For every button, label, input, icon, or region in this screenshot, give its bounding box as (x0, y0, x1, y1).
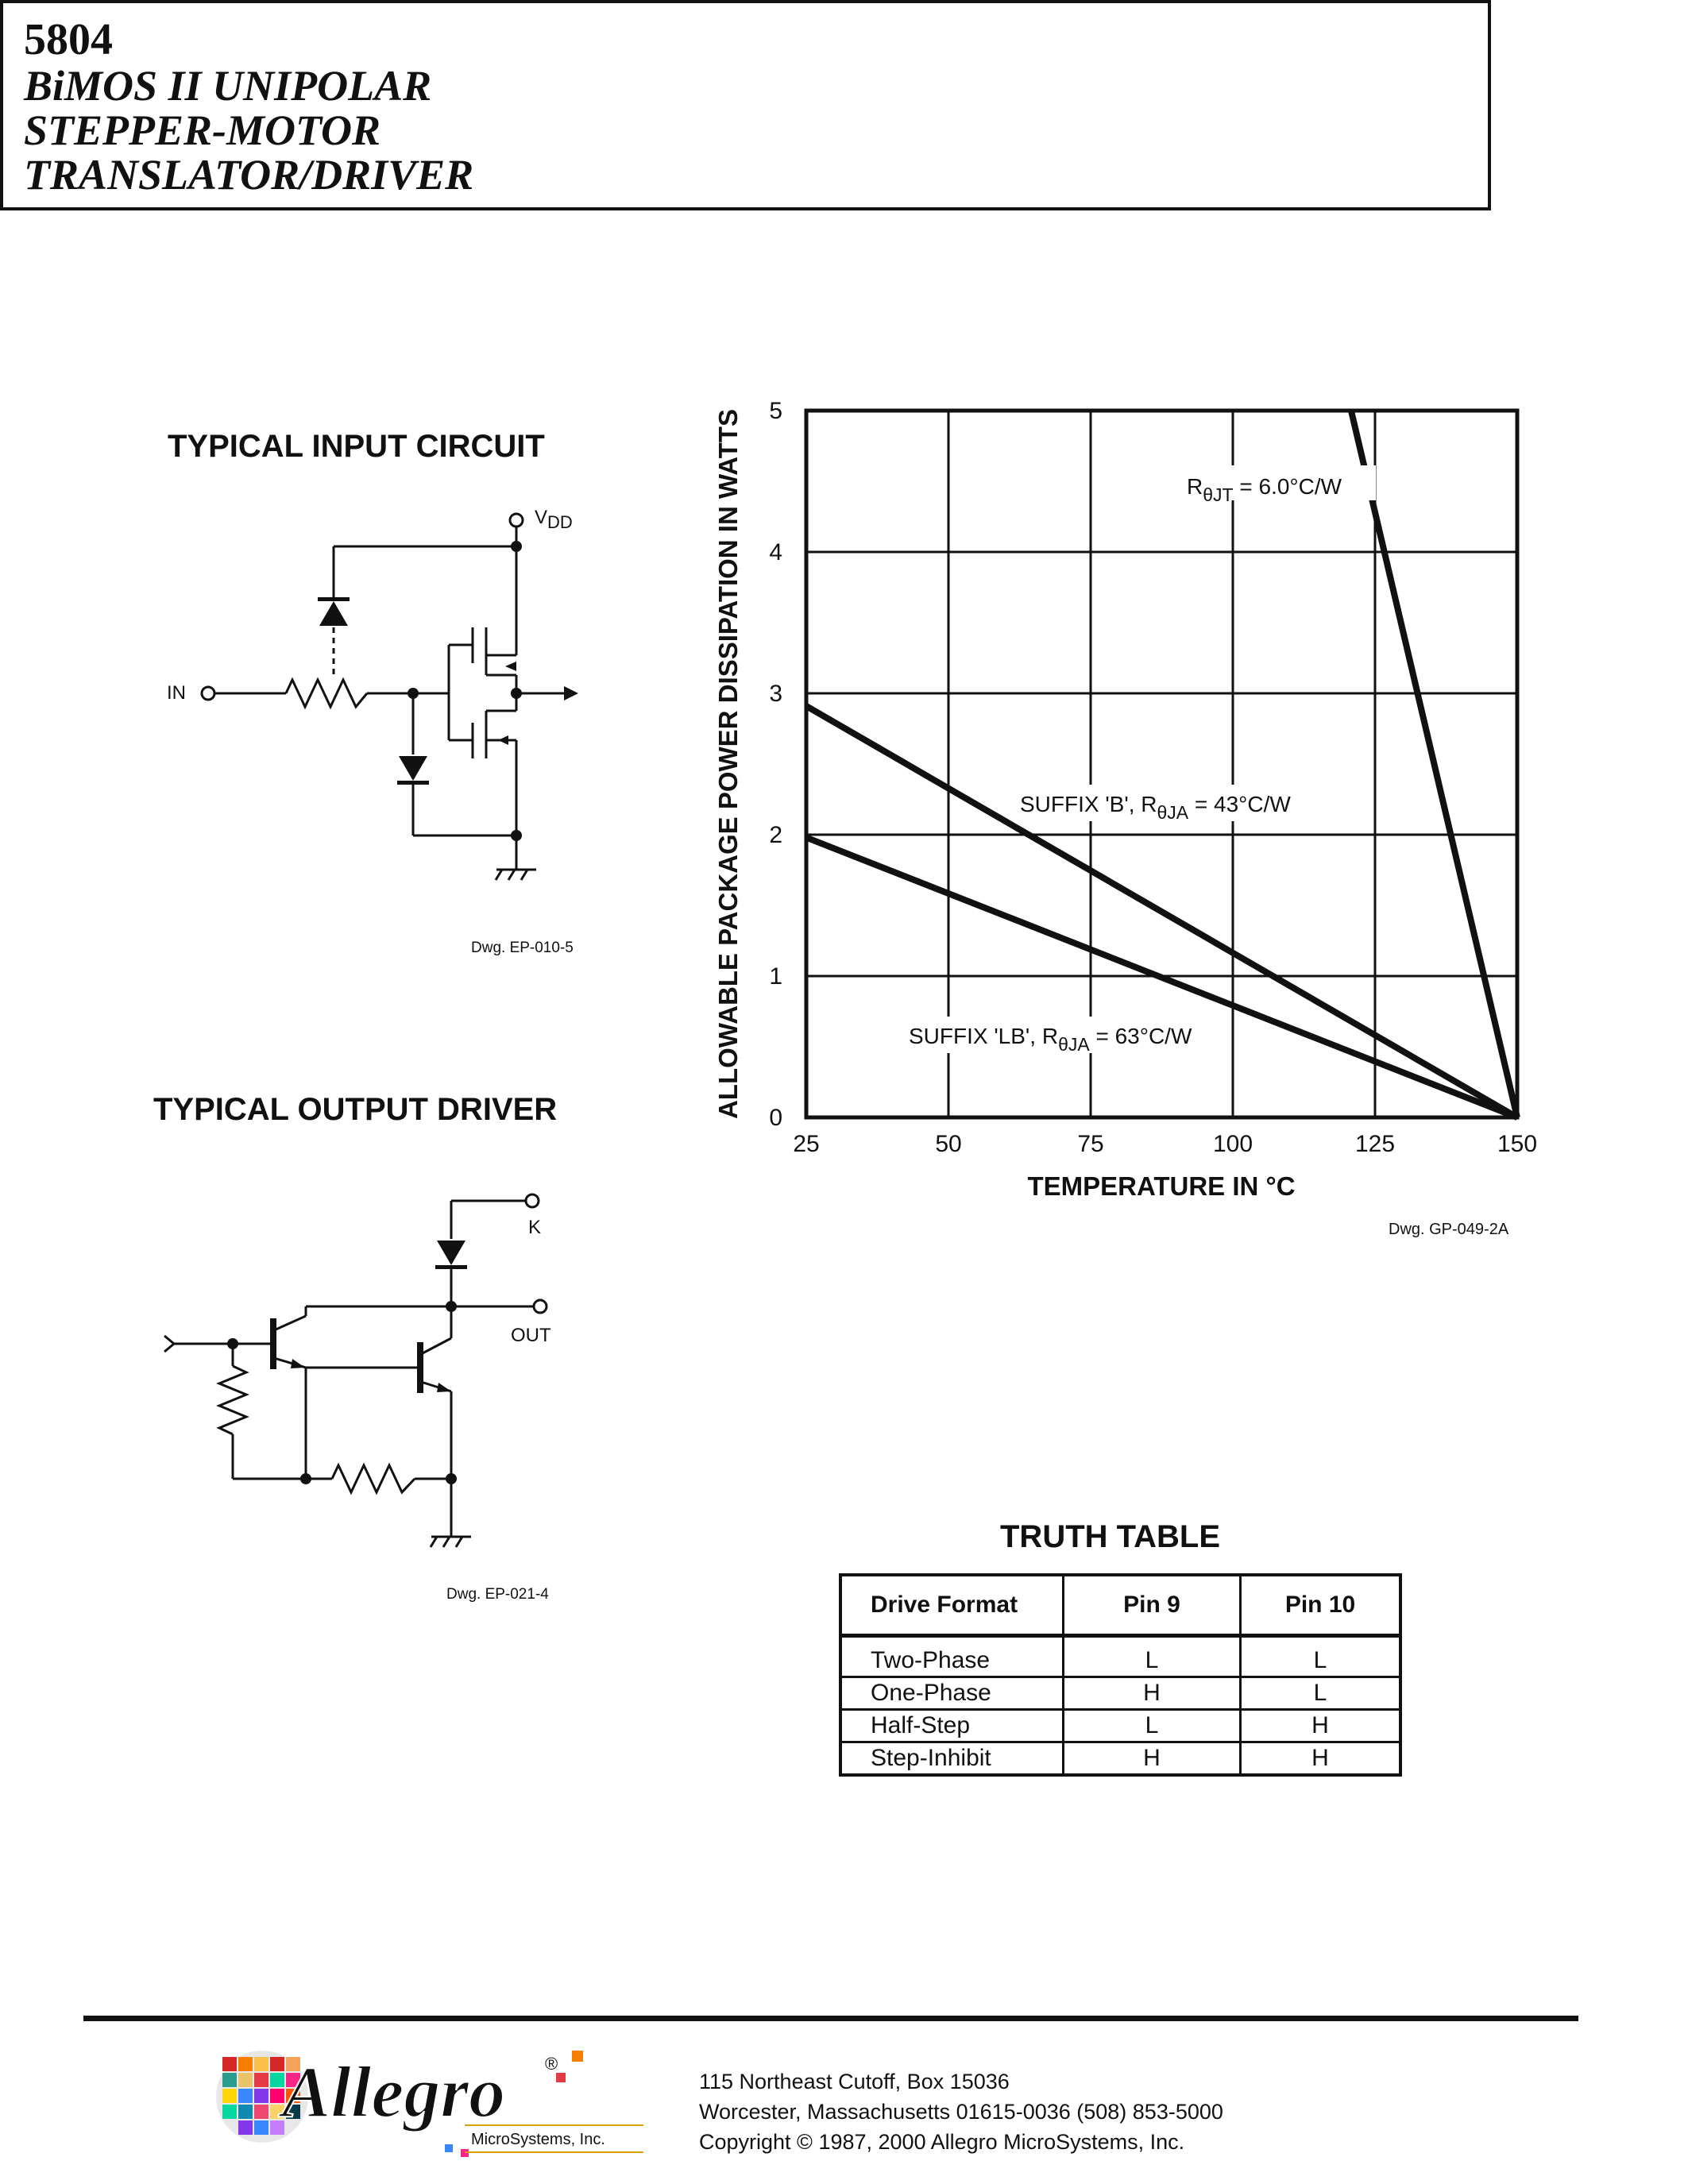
vdd-label: $V_{DD}$ (535, 507, 573, 532)
footer-rule (83, 2016, 1578, 2021)
x-tick-label: 125 (1354, 1131, 1396, 1157)
table-cell: One-Phase (840, 1677, 1064, 1710)
column-header: Pin 9 (1064, 1575, 1241, 1636)
table-cell: H (1064, 1677, 1241, 1710)
registered-mark: ® (545, 2054, 558, 2074)
power-dissipation-chart (699, 389, 1557, 1247)
truth-table-heading: TRUTH TABLE (1000, 1519, 1220, 1554)
logo-subtext: MicroSystems, Inc. (471, 2131, 605, 2148)
y-tick-label: 1 (769, 963, 782, 990)
title-line-3: TRANSLATOR/DRIVER (24, 151, 474, 199)
x-tick-label: 25 (793, 1131, 820, 1157)
table-cell: L (1241, 1636, 1401, 1677)
y-tick-label: 3 (769, 681, 782, 707)
y-tick-label: 2 (769, 822, 782, 848)
in-label: IN (167, 682, 186, 704)
plot-frame (806, 411, 1517, 1117)
y-tick-label: 0 (769, 1105, 782, 1131)
table-cell: H (1241, 1710, 1401, 1742)
table-cell: Step-Inhibit (840, 1742, 1064, 1776)
column-header: Pin 10 (1241, 1575, 1401, 1636)
truth-table (839, 1573, 1402, 1777)
table-cell: Two-Phase (840, 1636, 1064, 1677)
truth-table-header-row (840, 1575, 1400, 1636)
column-header: Drive Format (840, 1575, 1064, 1636)
table-cell: H (1241, 1742, 1401, 1776)
title-line-1: BiMOS II UNIPOLAR (24, 62, 432, 110)
copyright-line: Copyright © 1987, 2000 Allegro MicroSystems, Inc. (699, 2130, 1185, 2154)
table-cell: H (1064, 1742, 1241, 1776)
title-box (0, 0, 1491, 210)
series-line-2 (806, 838, 1517, 1117)
logo-wordmark: Allegro (282, 2051, 506, 2132)
output-driver-heading: TYPICAL OUTPUT DRIVER (153, 1092, 558, 1127)
table-row (840, 1710, 1400, 1742)
x-tick-label: 75 (1077, 1131, 1104, 1157)
address-line-1: 115 Northeast Cutoff, Box 15036 (699, 2070, 1010, 2093)
annotation-suffix-b: SUFFIX 'B', $R_{\theta JA} = 43^\circ C/W$ (1020, 792, 1291, 823)
y-axis-label: ALLOWABLE PACKAGE POWER DISSIPATION IN WATTS (713, 408, 743, 1120)
input-circuit-heading: TYPICAL INPUT CIRCUIT (168, 429, 545, 464)
input-circuit-schematic (143, 492, 620, 905)
table-cell: L (1064, 1636, 1241, 1677)
series-line-1 (806, 706, 1517, 1117)
out-label: OUT (511, 1325, 551, 1346)
allegro-logo (211, 2033, 655, 2168)
input-circuit-drawing-number: Dwg. EP-010-5 (471, 940, 574, 956)
table-row (840, 1677, 1400, 1710)
y-tick-label: 5 (769, 398, 782, 424)
table-cell: L (1241, 1677, 1401, 1710)
part-number: 5804 (24, 15, 113, 64)
x-tick-label: 50 (935, 1131, 962, 1157)
table-cell: L (1064, 1710, 1241, 1742)
output-driver-schematic (143, 1167, 572, 1565)
k-label: K (528, 1217, 542, 1238)
x-axis-label: TEMPERATURE IN °C (1027, 1171, 1296, 1201)
table-row (840, 1742, 1400, 1776)
annotation-suffix-lb: SUFFIX 'LB', $R_{\theta JA} = 63^\circ C/W$ (909, 1024, 1192, 1055)
title-line-2: STEPPER-MOTOR (24, 106, 381, 154)
table-cell: Half-Step (840, 1710, 1064, 1742)
output-driver-drawing-number: Dwg. EP-021-4 (446, 1586, 549, 1603)
address-line-2: Worcester, Massachusetts 01615-0036 (508) 853-5000 (699, 2100, 1223, 2124)
x-tick-label: 150 (1497, 1131, 1538, 1157)
x-tick-label: 100 (1212, 1131, 1253, 1157)
chart-drawing-number: Dwg. GP-049-2A (1389, 1221, 1509, 1238)
annotation-rjt: $R_{\theta JT} = 6.0^\circ C/W$ (1187, 474, 1342, 505)
table-row (840, 1636, 1400, 1677)
y-tick-label: 4 (769, 539, 782, 565)
